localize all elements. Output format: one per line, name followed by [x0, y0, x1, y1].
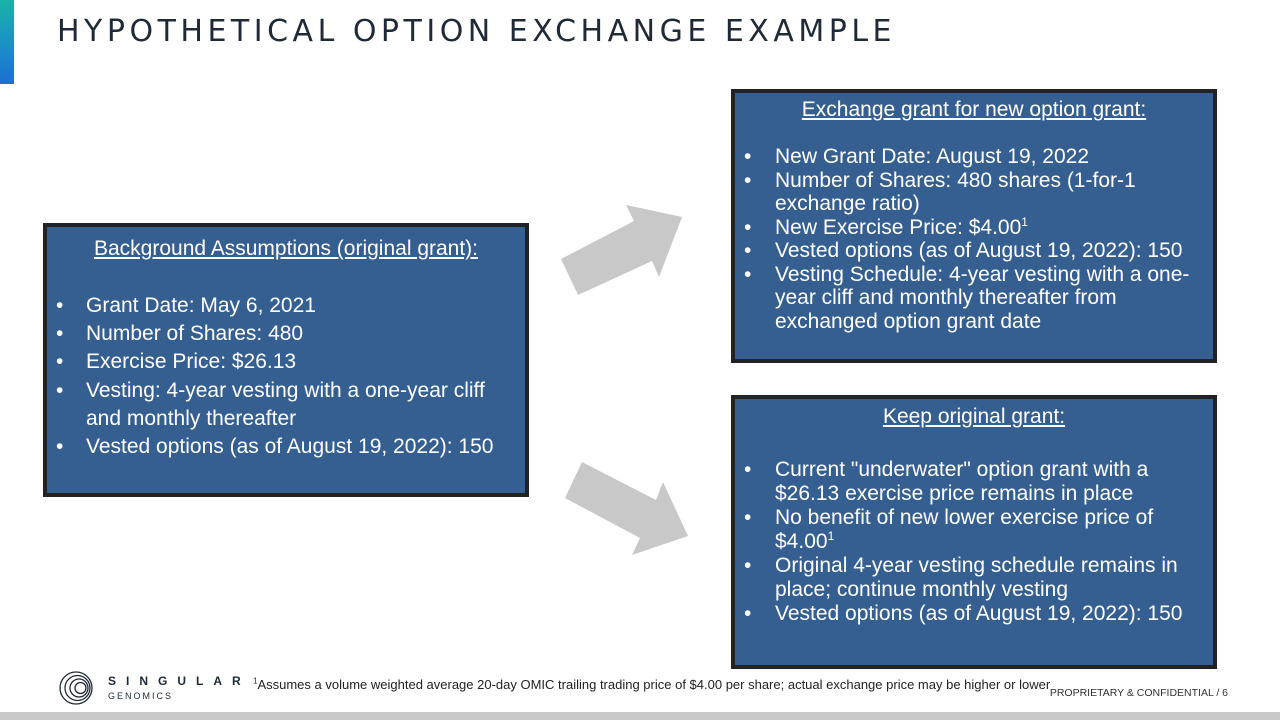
keep-original-grant-panel — [731, 395, 1217, 669]
list-item: • Current "underwater" option grant with a $26.13 exercise price remains in place — [735, 458, 1213, 506]
no-benefit-text: No benefit of new lower exercise price of $4.00 — [775, 506, 1154, 553]
footnote-marker: 1 — [1021, 214, 1028, 229]
list-item: • Vesting Schedule: 4-year vesting with a one-year cliff and monthly thereafter from exchanged option grant date — [735, 263, 1213, 334]
bottom-bar — [0, 712, 1280, 720]
arrow-up-right-icon — [556, 197, 686, 299]
list-item: • Grant Date: May 6, 2021 — [47, 292, 525, 320]
keep-original-grant-heading: Keep original grant: — [882, 405, 1066, 428]
logo-rings-icon — [58, 670, 94, 706]
list-item: • Exercise Price: $26.13 — [47, 348, 525, 376]
exchange-grant-panel — [731, 89, 1217, 363]
footnote-marker: 1 — [827, 529, 835, 543]
background-assumptions-panel — [43, 223, 529, 497]
list-item: • Number of Shares: 480 shares (1-for-1 exchange ratio) — [735, 169, 1213, 216]
background-assumptions-list — [47, 292, 525, 461]
footnote-marker: 1 — [253, 676, 258, 686]
list-item — [735, 506, 1213, 554]
list-item — [735, 216, 1213, 240]
company-logo — [58, 670, 251, 706]
list-item: • Vested options (as of August 19, 2022): 150 — [47, 433, 525, 461]
accent-bar — [0, 0, 14, 84]
exchange-grant-list — [735, 145, 1213, 333]
keep-original-grant-list — [735, 458, 1213, 626]
footnote — [253, 677, 1050, 692]
confidential-page-number: PROPRIETARY & CONFIDENTIAL / 6 — [1049, 687, 1228, 699]
list-item: • Vested options (as of August 19, 2022): 150 — [735, 239, 1213, 263]
footnote-text: Assumes a volume weighted average 20-day OMIC trailing trading price of $4.00 per share; actual exchange price may be higher or lower — [257, 677, 1051, 692]
logo-line2: GENOMICS — [108, 691, 174, 701]
logo-line1: SINGULAR — [108, 674, 251, 688]
list-item: • New Grant Date: August 19, 2022 — [735, 145, 1213, 169]
list-item: • Original 4-year vesting schedule remains in place; continue monthly vesting — [735, 554, 1213, 602]
arrow-down-right-icon — [560, 458, 690, 560]
logo-wordmark — [108, 674, 251, 702]
background-assumptions-heading: Background Assumptions (original grant): — [93, 237, 479, 260]
list-item: • Number of Shares: 480 — [47, 320, 525, 348]
list-item: • Vesting: 4-year vesting with a one-year cliff and monthly thereafter — [47, 377, 525, 433]
page-title: HYPOTHETICAL OPTION EXCHANGE EXAMPLE — [57, 14, 896, 49]
new-exercise-price-text: New Exercise Price: $4.00 — [775, 215, 1022, 239]
exchange-grant-heading: Exchange grant for new option grant: — [801, 98, 1147, 121]
list-item: • Vested options (as of August 19, 2022): 150 — [735, 602, 1213, 626]
